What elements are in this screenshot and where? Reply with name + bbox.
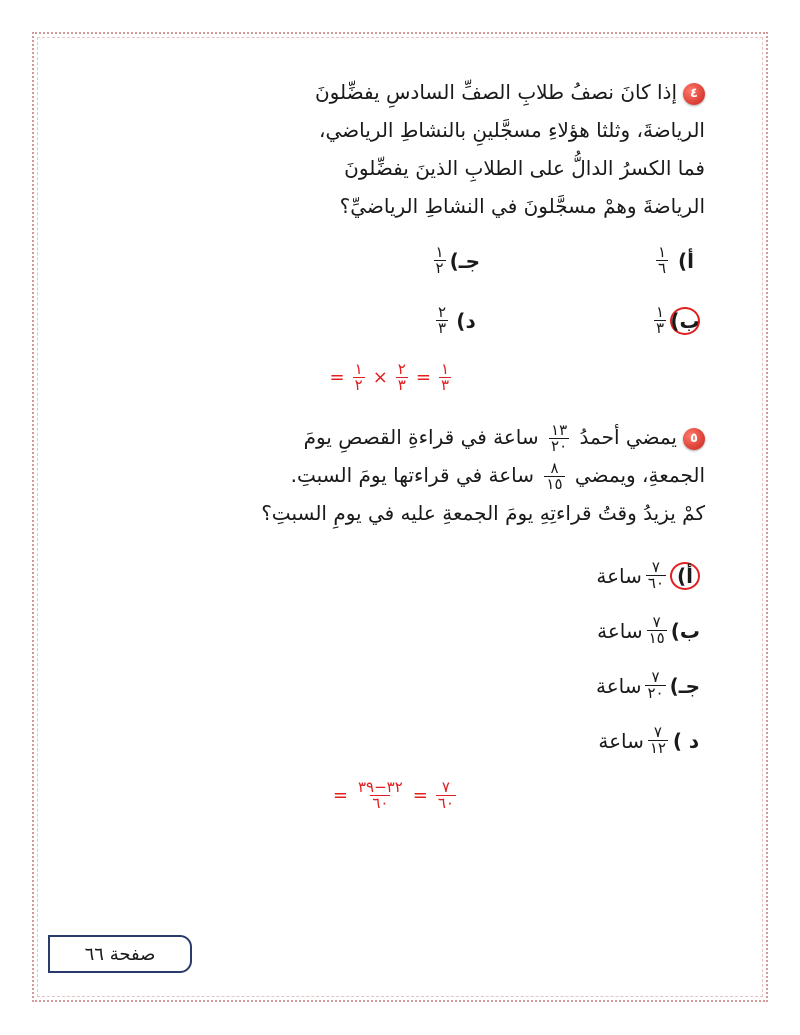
q4-option-a-fraction: $\frac{١}{٦}$ xyxy=(657,243,666,277)
q5-option-b[interactable]: ب) $\frac{٧}{١٥}$ ساعة xyxy=(597,613,700,647)
q4-working: $\frac{١}{٣}$ = $\frac{٢}{٣}$ × $\frac{١}{٢}$ = xyxy=(329,360,449,394)
q4-option-a[interactable]: أ) $\frac{١}{٦}$ xyxy=(657,243,694,277)
q4-option-b[interactable] xyxy=(650,305,700,336)
question-4-number-badge: ٤ xyxy=(683,83,705,105)
question-5-line-2: الجمعةِ، ويمضي $\frac{٨}{١٥}$ ساعة في قراءتها يومَ السبتِ. xyxy=(290,459,705,493)
q4-option-d-fraction: $\frac{٢}{٣}$ xyxy=(437,303,446,337)
question-5-line-1: ٥يمضي أحمدُ $\frac{١٣}{٢٠}$ ساعة في قراءةِ القصصِ يومَ xyxy=(145,418,705,456)
question-4-line-4: الرياضةَ وهمْ مسجَّلونَ في النشاطِ الرياضيِّ؟ xyxy=(339,194,705,218)
q5-option-a[interactable]: أ) $\frac{٧}{٦٠}$ ساعة xyxy=(596,560,700,591)
question-4 xyxy=(145,73,705,225)
q4-option-b-fraction: $\frac{١}{٣}$ xyxy=(655,303,664,337)
selected-answer-circle: ب) xyxy=(670,308,700,333)
question-4-line-2: الرياضةَ، وثلثا هؤلاءِ مسجَّلينِ بالنشاطِ الرياضي، xyxy=(319,118,705,142)
question-5 xyxy=(145,418,705,532)
question-4-line-1: ٤إذا كانَ نصفُ طلابِ الصفِّ السادسِ يفضِّلونَ xyxy=(145,73,705,111)
question-5-line-3: كمْ يزيدُ وقتُ قراءتِهِ يومَ الجمعةِ عليه في يومِ السبتِ؟ xyxy=(261,501,705,525)
question-4-line-3: فما الكسرُ الدالُّ على الطلابِ الذينَ يفضِّلونَ xyxy=(344,156,705,180)
q5-working: $\frac{٧}{٦٠}$ = $\frac{٣٢-٣٩}{٦٠}$ = xyxy=(332,778,454,812)
q4-option-c-fraction: $\frac{١}{٢}$ xyxy=(435,243,444,277)
q4-option-c[interactable]: جـ) $\frac{١}{٢}$ xyxy=(435,243,480,277)
page-number-tab: صفحة ٦٦ xyxy=(48,935,192,973)
question-5-number-badge: ٥ xyxy=(683,428,705,450)
selected-answer-circle: أ) xyxy=(670,562,700,590)
q4-option-d[interactable]: د) $\frac{٢}{٣}$ xyxy=(437,303,476,337)
q5-option-d[interactable]: د ) $\frac{٧}{١٢}$ ساعة xyxy=(598,723,700,757)
q5-option-c[interactable]: جـ) $\frac{٧}{٢٠}$ ساعة xyxy=(595,668,700,702)
